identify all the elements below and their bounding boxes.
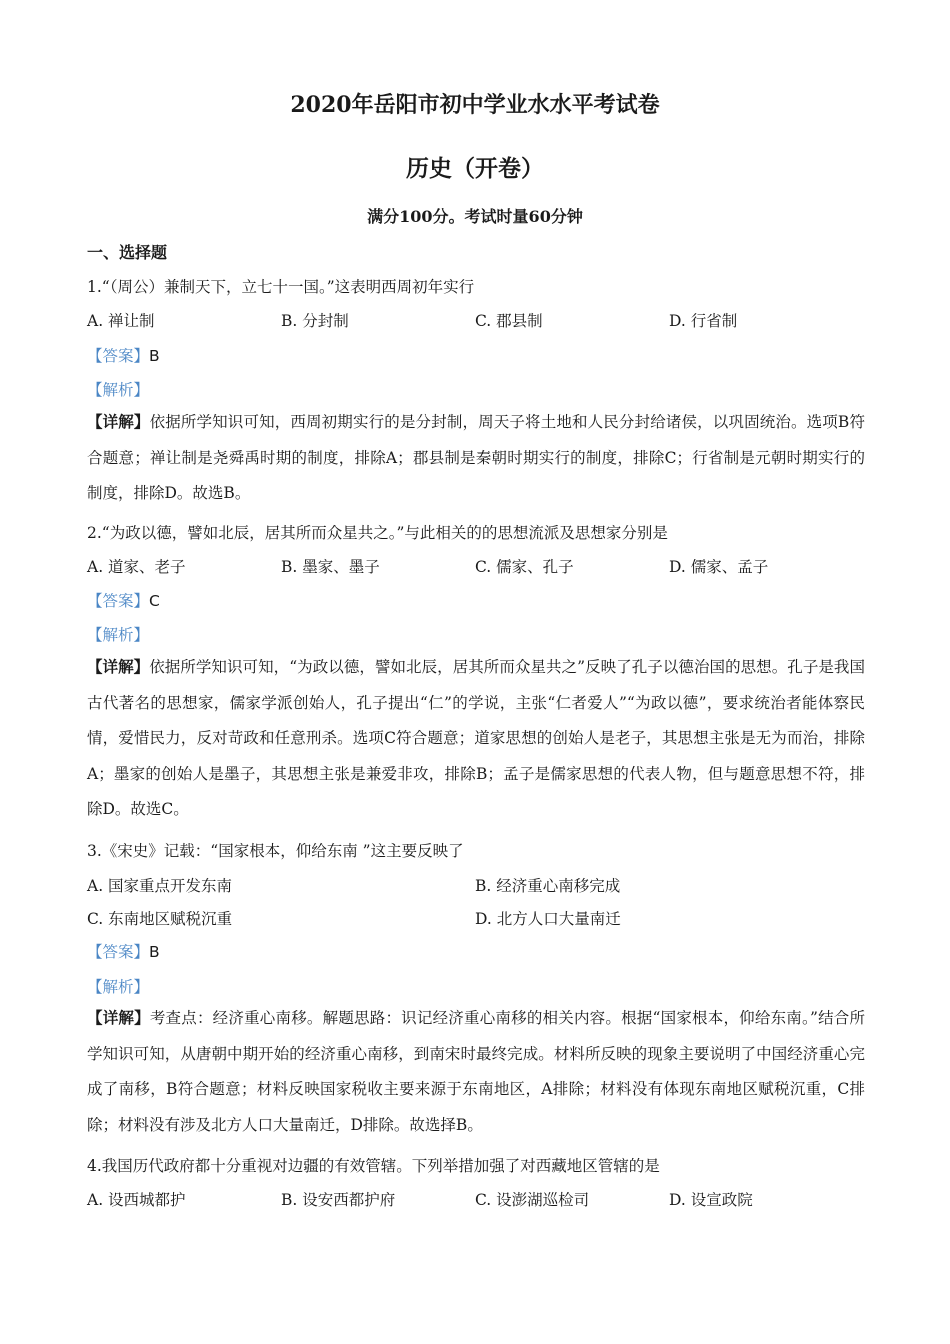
question-3-stem: 3.《宋史》记载：“国家根本，仰给东南 ”这主要反映了 bbox=[87, 842, 464, 860]
question-4-option-d: D. 设宣政院 bbox=[669, 1191, 753, 1209]
answer-tag: 【答案】 bbox=[87, 943, 150, 961]
question-1-analysis-tag: 【解析】 bbox=[87, 381, 150, 399]
question-3-detail bbox=[87, 1000, 865, 1143]
answer-value: B bbox=[149, 347, 160, 365]
question-3-answer bbox=[87, 940, 160, 962]
question-2-detail bbox=[87, 649, 865, 828]
question-3-option-a: A. 国家重点开发东南 bbox=[87, 877, 233, 895]
detail-text: 考查点：经济重心南移。解题思路：识记经济重心南移的相关内容。根据“国家根本，仰给东南。”结合所学知识可知，从唐朝中期开始的经济重心南移，到南宋时最终完成。材料所反映的现象主要说明了中国经济重心完成了南移，B符合题意；材料反映国家税收主要来源于东南地区，A排除；材料没有体现东南地区赋税沉重，C排除；材料没有涉及北方人口大量南迁，D排除。故选择B。 bbox=[87, 1009, 865, 1134]
question-1-detail bbox=[87, 404, 865, 512]
question-1-option-a: A. 禅让制 bbox=[87, 312, 155, 330]
question-4-stem: 4.我国历代政府都十分重视对边疆的有效管辖。下列举措加强了对西藏地区管辖的是 bbox=[87, 1157, 660, 1175]
question-2-option-b: B. 墨家、墨子 bbox=[281, 558, 380, 576]
question-4-option-b: B. 设安西都护府 bbox=[281, 1191, 396, 1209]
question-4-option-c: C. 设澎湖巡检司 bbox=[475, 1191, 590, 1209]
section-heading: 一、选择题 bbox=[87, 243, 168, 262]
question-3-option-b: B. 经济重心南移完成 bbox=[475, 877, 621, 895]
question-3-option-c: C. 东南地区赋税沉重 bbox=[87, 910, 233, 928]
exam-info: 满分100分。考试时量60分钟 bbox=[367, 207, 583, 226]
question-3-option-d: D. 北方人口大量南迁 bbox=[475, 910, 621, 928]
question-1-option-d: D. 行省制 bbox=[669, 312, 738, 330]
answer-value: C bbox=[149, 592, 160, 610]
exam-subtitle: 历史（开卷） bbox=[406, 155, 544, 182]
question-2-option-c: C. 儒家、孔子 bbox=[475, 558, 574, 576]
question-1-answer bbox=[87, 344, 160, 366]
detail-text: 依据所学知识可知，西周初期实行的是分封制，周天子将土地和人民分封给诸侯，以巩固统治。选项B符合题意；禅让制是尧舜禹时期的制度，排除A；郡县制是秦朝时期实行的制度，排除C；行省制是元朝时期实行的制度，排除D。故选B。 bbox=[87, 413, 865, 502]
answer-value: B bbox=[149, 943, 160, 961]
answer-tag: 【答案】 bbox=[87, 347, 150, 365]
question-4-option-a: A. 设西城都护 bbox=[87, 1191, 186, 1209]
answer-tag: 【答案】 bbox=[87, 592, 150, 610]
question-2-option-d: D. 儒家、孟子 bbox=[669, 558, 769, 576]
detail-tag: 【详解】 bbox=[87, 657, 150, 676]
question-2-option-a: A. 道家、老子 bbox=[87, 558, 186, 576]
question-1-option-b: B. 分封制 bbox=[281, 312, 349, 330]
question-1-option-c: C. 郡县制 bbox=[475, 312, 543, 330]
detail-text: 依据所学知识可知，“为政以德，譬如北辰，居其所而众星共之”反映了孔子以德治国的思想。孔子是我国古代著名的思想家，儒家学派创始人，孔子提出“仁”的学说，主张“仁者爱人”“为政以德”，要求统治者能体察民情，爱惜民力，反对苛政和任意刑杀。选项C符合题意；道家思想的创始人是老子，其思想主张是无为而治，排除A；墨家的创始人是墨子，其思想主张是兼爱非攻，排除B；孟子是儒家思想的代表人物，但与题意思想不符，排除D。故选C。 bbox=[87, 658, 865, 818]
detail-tag: 【详解】 bbox=[87, 412, 150, 431]
question-2-stem: 2.“为政以德，譬如北辰，居其所而众星共之。”与此相关的的思想流派及思想家分别是 bbox=[87, 524, 668, 542]
exam-title: 2020年岳阳市初中学业水水平考试卷 bbox=[290, 92, 660, 118]
question-3-analysis-tag: 【解析】 bbox=[87, 978, 150, 996]
question-2-answer bbox=[87, 589, 160, 611]
question-2-analysis-tag: 【解析】 bbox=[87, 626, 150, 644]
question-1-stem: 1.“（周公）兼制天下，立七十一国。”这表明西周初年实行 bbox=[87, 278, 475, 296]
detail-tag: 【详解】 bbox=[87, 1008, 150, 1027]
